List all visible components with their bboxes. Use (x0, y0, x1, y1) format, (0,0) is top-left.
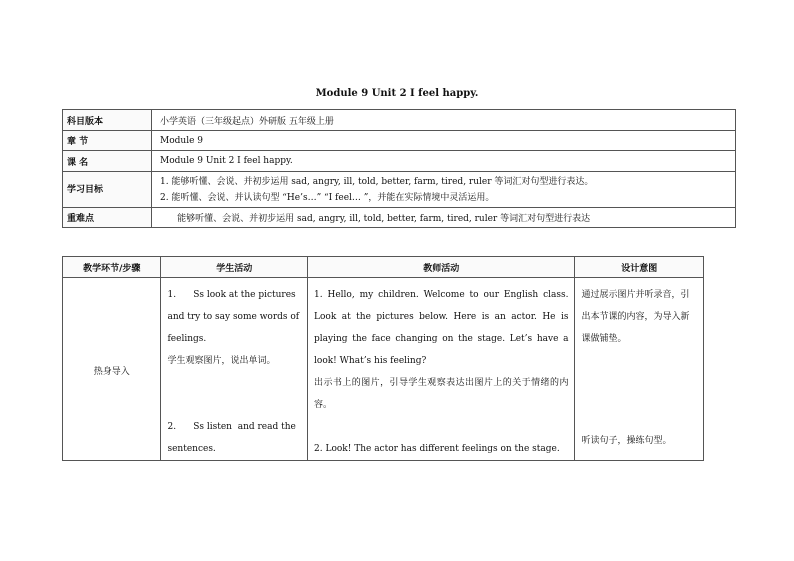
info-value: 小学英语（三年级起点）外研版 五年级上册 (152, 110, 736, 131)
info-row-goals (63, 172, 736, 208)
spacer (167, 372, 301, 394)
goal-line-2: 2. 能听懂、会说、并认读句型 “He’s…” “I feel… ”，并能在实际情境中灵活运用。 (160, 192, 495, 203)
document-title: Module 9 Unit 2 I feel happy. (315, 88, 479, 99)
info-row-key-points (63, 208, 736, 228)
student-item1-line1: 1. Ss look at the pictures (167, 290, 296, 300)
spacer (581, 390, 697, 430)
header-teacher: 教师活动 (308, 257, 575, 278)
student-item1-line3: feelings. (167, 334, 207, 344)
info-value: 能够听懂、会说、并初步运用 sad, angry, ill, told, better, farm, tired, ruler 等词汇对句型进行表达 (152, 208, 736, 228)
spacer (314, 416, 568, 438)
info-label: 重难点 (63, 208, 152, 228)
header-intent: 设计意图 (575, 257, 704, 278)
info-value (152, 172, 736, 208)
step-cell: 热身导入 (63, 278, 161, 461)
info-row-subject (63, 110, 736, 131)
course-info-table (62, 109, 736, 228)
info-row-lesson (63, 151, 736, 172)
design-intent-cell (575, 278, 704, 461)
info-label: 科目版本 (63, 110, 152, 131)
student-item2-line1: 2. Ss listen and read the (167, 422, 296, 432)
info-label: 学习目标 (63, 172, 152, 208)
info-value: Module 9 (152, 131, 736, 151)
lesson-plan-table (62, 256, 704, 461)
spacer (167, 394, 301, 416)
student-item1-line2: and try to say some words of (167, 312, 300, 322)
student-item1-cn: 学生观察图片，说出单词。 (167, 356, 276, 366)
teacher-activity-cell (308, 278, 575, 461)
spacer (581, 350, 697, 390)
teacher-item2: 2. Look! The actor has different feelings on the stage. (314, 444, 560, 454)
intent-item1: 通过展示图片并听录音，引出本节课的内容，为导入新课做铺垫。 (581, 290, 690, 344)
info-value: Module 9 Unit 2 I feel happy. (152, 151, 736, 172)
goal-line-1: 1. 能够听懂、会说、并初步运用 sad, angry, ill, told, better, farm, tired, ruler 等词汇对句型进行表达。 (160, 176, 594, 187)
info-label: 课 名 (63, 151, 152, 172)
plan-row-warmup (63, 278, 704, 461)
student-activity-cell (161, 278, 308, 461)
info-label: 章 节 (63, 131, 152, 151)
student-item2-line2: sentences. (167, 444, 216, 454)
teacher-item1-cn: 出示书上的图片，引导学生观察表达出图片上的关于情绪的内容。 (314, 378, 569, 410)
header-student: 学生活动 (161, 257, 308, 278)
header-step: 教学环节/步骤 (63, 257, 161, 278)
plan-header-row (63, 257, 704, 278)
intent-item2: 听读句子，操练句型。 (581, 436, 672, 446)
teacher-item1: 1. Hello, my children. Welcome to our English class. Look at the pictures below. Here is an actor. He is playing the face changing on the stage. Let’s have a look! What’s his feeling? (314, 290, 569, 366)
info-row-chapter (63, 131, 736, 151)
